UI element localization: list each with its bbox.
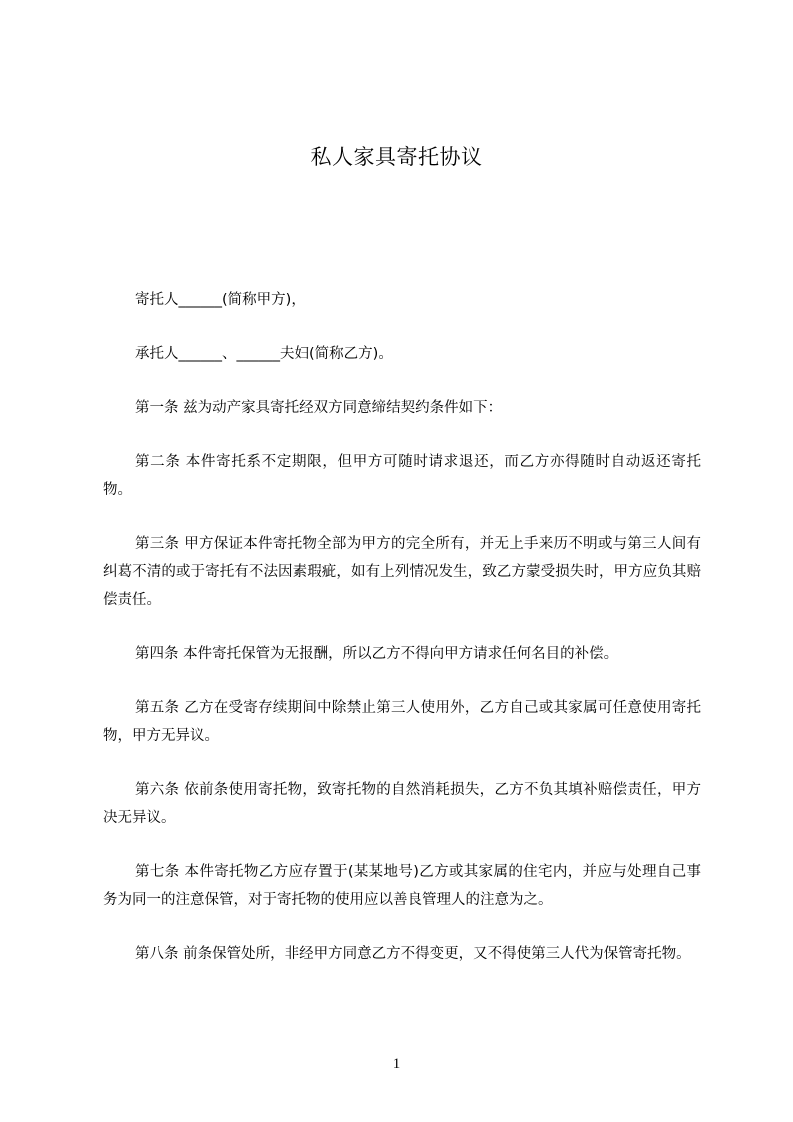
article-6: 第六条 依前条使用寄托物，致寄托物的自然消耗损失，乙方不负其填补赔偿责任，甲方决无异议。 xyxy=(103,782,701,826)
article-4: 第四条 本件寄托保管为无报酬，所以乙方不得向甲方请求任何名目的补偿。 xyxy=(135,646,619,662)
article-1: 第一条 兹为动产家具寄托经双方同意缔结契约条件如下： xyxy=(135,400,503,416)
article-2: 第二条 本件寄托系不定期限，但甲方可随时请求退还，而乙方亦得随时自动返还寄托物。 xyxy=(103,454,701,498)
document-title: 私人家具寄托协议 xyxy=(310,145,483,169)
article-8: 第八条 前条保管处所，非经甲方同意乙方不得变更，又不得使第三人代为保管寄托物。 xyxy=(135,946,691,962)
article-5: 第五条 乙方在受寄存续期间中除禁止第三人使用外，乙方自己或其家属可任意使用寄托物，甲方无异议。 xyxy=(103,700,701,744)
paragraph-depositor: 寄托人______(简称甲方)， xyxy=(135,292,306,308)
paragraph-custodian: 承托人______、______夫妇(简称乙方)。 xyxy=(135,346,393,362)
article-3: 第三条 甲方保证本件寄托物全部为甲方的完全所有，并无上手来历不明或与第三人间有纠葛不清的或于寄托有不法因素瑕疵，如有上列情况发生，致乙方蒙受损失时，甲方应负其赔偿责任。 xyxy=(103,536,701,608)
page-number: 1 xyxy=(392,1056,401,1072)
article-7: 第七条 本件寄托物乙方应存置于(某某地号)乙方或其家属的住宅内，并应与处理自己事务为同一的注意保管，对于寄托物的使用应以善良管理人的注意为之。 xyxy=(103,864,701,908)
document-body xyxy=(103,286,701,994)
